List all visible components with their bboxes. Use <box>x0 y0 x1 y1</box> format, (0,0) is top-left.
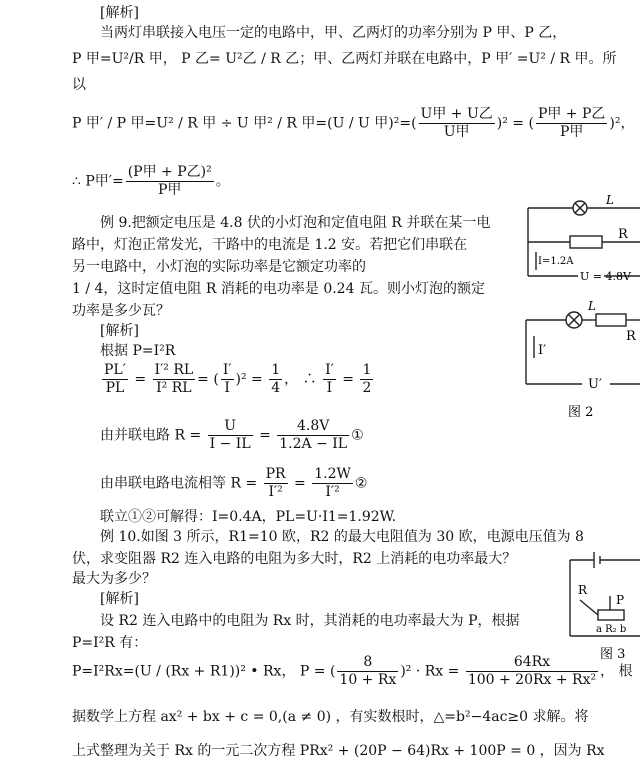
sketch-label: U′ <box>588 377 602 392</box>
text-line: 当两灯串联接入电压一定的电路中，甲、乙两灯的功率分别为 P 甲、P 乙， <box>100 25 567 41</box>
equation-line: $\frac{PL'}{PL}$ = $\frac{\text{I′² RL}}{\text{I² RL}}$ = ( $\frac{I'}{I}$ )² = $\frac{1}{4}$ ， ∴ $\frac{I'}{I}$ = $\frac{1}{2}$ <box>104 362 372 396</box>
circuit-sketch-1 <box>518 190 640 300</box>
sketch-label: U = 4.8V <box>580 270 631 283</box>
text-line: 联立①②可解得：I=0.4A，PL=U·I1=1.92W. <box>100 509 397 525</box>
sketch-label: I′ <box>538 343 547 358</box>
example-10-text: 设 R2 连入电路中的电阻为 Rx 时，其消耗的电功率最大为 P，根据 <box>100 613 520 629</box>
circuit-sketch-2 <box>518 300 640 426</box>
example-10-text: 伏，求变阻器 R2 连入电路的电阻为多大时，R2 上消耗的电功率最大？ <box>72 551 517 567</box>
fraction: $\frac{\text{P甲 + P乙}}{\text{P甲}}$ <box>537 106 606 140</box>
sketch-label: R <box>578 583 588 597</box>
analysis-heading-2: [解析] <box>100 323 139 339</box>
example-9-text: 路中，灯泡正常发光，干路中的电流是 1.2 安。若把它们串联在 <box>72 237 468 253</box>
analysis-heading-1: [解析] <box>100 5 139 21</box>
text-line: P 甲=U²/R 甲， P 乙= U²乙 / R 乙；甲、乙两灯并联在电路中，P 甲′ =U² / R 甲。所 <box>72 51 617 67</box>
example-9-text: 另一电路中，小灯泡的实际功率是它额定功率的 <box>72 259 366 275</box>
figure-caption: 图 3 <box>600 647 626 662</box>
text-line: P=I²R 有： <box>72 635 148 651</box>
fraction: $\frac{\text{U甲 + U乙}}{\text{U甲}}$ <box>420 106 493 140</box>
sketch-label: L <box>606 193 614 207</box>
example-10-text: 最大为多少？ <box>72 571 156 587</box>
sketch-label: R <box>618 227 628 242</box>
resistor-symbol <box>596 314 626 326</box>
fraction: $\frac{\text{(P甲 + P乙)²}}{\text{P甲}}$ <box>127 164 212 198</box>
figure-caption: 图 2 <box>568 405 594 420</box>
example-9-text: 1 / 4，这时定值电阻 R 消耗的电功率是 0.24 瓦。则小灯泡的额定 <box>72 281 485 297</box>
equation-line: 由串联电路电流相等 R = $\frac{PR}{\text{I′²}}$ = $\frac{1.2W}{\text{I′²}}$ ② <box>100 466 368 500</box>
text-line: 根据 P=I²R <box>100 343 176 359</box>
example-9-text: 例 9.把额定电压是 4.8 伏的小灯泡和定值电阻 R 并联在某一电 <box>100 215 491 231</box>
sketch-label: L <box>588 300 596 313</box>
circuit-sketch-3 <box>560 540 640 666</box>
equation-line: P=I²Rx=(U / (Rx + R1))² • Rx， P = ( $\frac{8}{10 + Rx}$ )² · Rx = $\frac{64Rx}{\text{100 + 20Rx + Rx²}}$ ， 根 <box>72 654 633 688</box>
sketch-label: I=1.2A <box>538 256 574 267</box>
equation-line: 由并联电路 R = $\frac{U}{I - IL}$ = $\frac{4.8V}{1.2A - IL}$ ① <box>100 418 364 452</box>
rheostat-symbol <box>598 610 624 620</box>
equation-line: P 甲′ / P 甲=U² / R 甲 ÷ U 甲² / R 甲=(U / U 甲)²=( $\frac{\text{U甲 + U乙}}{\text{U甲}}$ )² = ( $\frac{\text{P甲 + P乙}}{\text{P甲}}$ )²， <box>72 106 635 140</box>
analysis-heading-3: [解析] <box>100 591 139 607</box>
equation-line: ∴ P甲′= $\frac{\text{(P甲 + P乙)²}}{\text{P甲}}$ 。 <box>72 164 230 198</box>
example-10-text: 例 10.如图 3 所示，R1=10 欧，R2 的最大电阻值为 30 欧，电源电压值为 8 <box>100 529 584 545</box>
sketch-label: P <box>616 593 625 607</box>
text-line: 上式整理为关于 Rx 的一元二次方程 PRx² + (20P − 64)Rx + 100P = 0 ，因为 Rx <box>72 743 605 759</box>
example-9-text: 功率是多少瓦？ <box>72 303 170 319</box>
sketch-label: R <box>626 329 636 344</box>
text-line: 据数学上方程 ax² + bx + c = 0,(a ≠ 0) ，有实数根时，△=b²−4ac≥0 求解。将 <box>72 709 589 725</box>
text-line: 以 <box>72 77 86 93</box>
resistor-symbol <box>570 236 602 248</box>
sketch-label: a R₂ b <box>596 624 627 635</box>
